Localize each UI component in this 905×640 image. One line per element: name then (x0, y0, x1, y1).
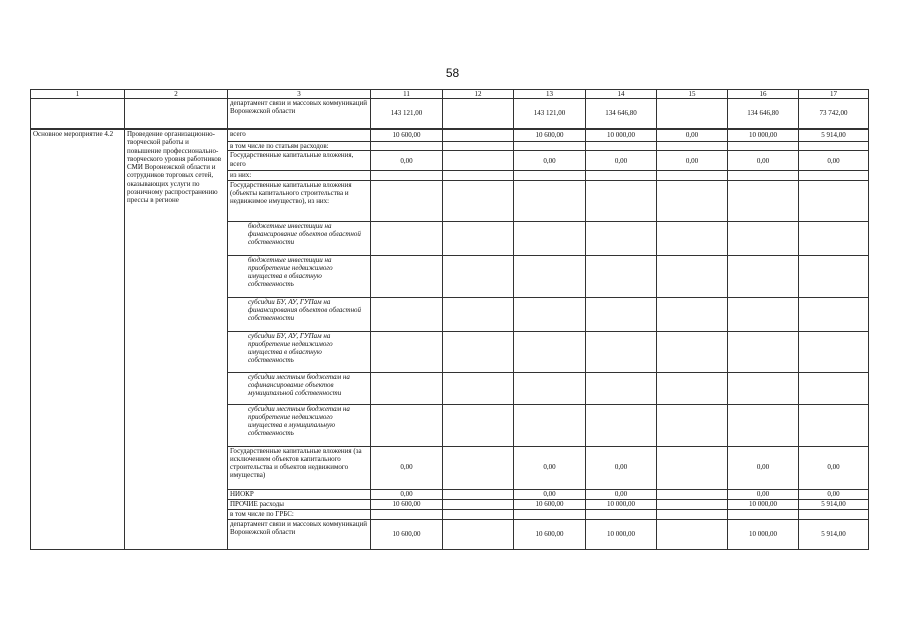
value-cell (514, 142, 586, 151)
value-cell: 10 600,00 (514, 499, 586, 509)
value-cell (728, 372, 799, 404)
value-cell (443, 297, 514, 331)
value-cell (728, 180, 799, 221)
value-cell (657, 499, 728, 509)
value-cell (443, 151, 514, 171)
row-label: бюджетные инвестиции на приобретение недвижимого имущества в областную собственность (228, 255, 371, 297)
header-cell: 12 (443, 90, 514, 99)
row-label: ПРОЧИЕ расходы (228, 499, 371, 509)
table-row (31, 130, 869, 142)
row-label: субсидии местным бюджетам на софинансирование объектов муниципальной собственности (228, 372, 371, 404)
value-cell (657, 221, 728, 255)
row-label: бюджетные инвестиции на финансирование объектов областной собственности (228, 221, 371, 255)
value-cell (371, 372, 443, 404)
value-cell (586, 404, 657, 446)
value-cell: 0,00 (728, 446, 799, 489)
row-label: в том числе по ГРБС: (228, 509, 371, 519)
value-cell: 10 000,00 (586, 130, 657, 142)
value-cell (443, 180, 514, 221)
value-cell: 10 600,00 (371, 519, 443, 549)
value-cell (514, 404, 586, 446)
value-cell: 143 121,00 (514, 99, 586, 129)
value-cell (586, 331, 657, 372)
value-cell (728, 509, 799, 519)
header-cell: 16 (728, 90, 799, 99)
header-cell: 2 (125, 90, 228, 99)
value-cell: 0,00 (799, 151, 869, 171)
value-cell: 10 000,00 (586, 499, 657, 509)
value-cell: 10 000,00 (728, 519, 799, 549)
value-cell (586, 171, 657, 180)
row-label: НИОКР (228, 489, 371, 499)
value-cell (514, 221, 586, 255)
value-cell (657, 180, 728, 221)
value-cell (657, 404, 728, 446)
value-cell (586, 221, 657, 255)
value-cell (657, 255, 728, 297)
value-cell (657, 142, 728, 151)
value-cell (799, 509, 869, 519)
value-cell (443, 489, 514, 499)
row-label: департамент связи и массовых коммуникаций Воронежской области (228, 519, 371, 549)
value-cell (799, 372, 869, 404)
row-label: субсидии БУ, АУ, ГУПам на финансирования объектов областной собственности (228, 297, 371, 331)
value-cell (371, 509, 443, 519)
value-cell (514, 255, 586, 297)
row-label: Государственные капитальные вложения (за исключением объектов капитального строительства и объектов недвижимого имущества) (228, 446, 371, 489)
value-cell (371, 331, 443, 372)
value-cell (514, 297, 586, 331)
value-cell (443, 99, 514, 129)
header-cell: 17 (799, 90, 869, 99)
row-label: в том числе по статьям расходов: (228, 142, 371, 151)
value-cell (586, 180, 657, 221)
value-cell: 10 600,00 (371, 499, 443, 509)
value-cell (799, 331, 869, 372)
value-cell (799, 221, 869, 255)
row-label: департамент связи и массовых коммуникаций Воронежской области (228, 99, 371, 129)
value-cell: 0,00 (586, 489, 657, 499)
header-cell: 11 (371, 90, 443, 99)
value-cell (799, 180, 869, 221)
budget-table (30, 89, 869, 550)
header-cell: 14 (586, 90, 657, 99)
value-cell: 5 914,00 (799, 499, 869, 509)
header-cell: 1 (31, 90, 125, 99)
value-cell: 10 600,00 (514, 519, 586, 549)
value-cell (799, 142, 869, 151)
value-cell (514, 331, 586, 372)
value-cell: 134 646,80 (728, 99, 799, 129)
row-label: субсидии местным бюджетам на приобретение недвижимого имущества в муниципальную собственность (228, 404, 371, 446)
value-cell (657, 171, 728, 180)
value-cell (657, 509, 728, 519)
measure-title: Основное мероприятие 4.2 (31, 130, 125, 550)
value-cell (728, 331, 799, 372)
value-cell: 5 914,00 (799, 519, 869, 549)
value-cell: 0,00 (586, 151, 657, 171)
value-cell: 143 121,00 (371, 99, 443, 129)
row-label: Государственные капитальные вложения (объекты капитального строительства и недвижимое имущество), из них: (228, 180, 371, 221)
value-cell (728, 255, 799, 297)
value-cell (514, 509, 586, 519)
value-cell (657, 519, 728, 549)
value-cell (371, 221, 443, 255)
value-cell (657, 297, 728, 331)
value-cell (657, 372, 728, 404)
value-cell (443, 171, 514, 180)
value-cell: 0,00 (586, 446, 657, 489)
value-cell (799, 171, 869, 180)
value-cell (586, 372, 657, 404)
value-cell: 10 000,00 (728, 499, 799, 509)
value-cell: 10 000,00 (728, 130, 799, 142)
value-cell (657, 99, 728, 129)
value-cell (514, 372, 586, 404)
value-cell (514, 180, 586, 221)
value-cell (443, 372, 514, 404)
value-cell (586, 255, 657, 297)
value-cell (728, 404, 799, 446)
value-cell (371, 404, 443, 446)
value-cell (657, 446, 728, 489)
value-cell (443, 142, 514, 151)
value-cell (586, 509, 657, 519)
value-cell: 0,00 (728, 489, 799, 499)
value-cell: 0,00 (371, 446, 443, 489)
table-row (31, 99, 869, 129)
value-cell (799, 404, 869, 446)
value-cell: 10 600,00 (371, 130, 443, 142)
value-cell: 0,00 (371, 151, 443, 171)
page-number: 58 (445, 66, 460, 80)
value-cell: 73 742,00 (799, 99, 869, 129)
value-cell (586, 297, 657, 331)
header-cell: 3 (228, 90, 371, 99)
value-cell (443, 404, 514, 446)
value-cell (728, 142, 799, 151)
value-cell (443, 130, 514, 142)
value-cell (443, 509, 514, 519)
value-cell (443, 446, 514, 489)
value-cell: 0,00 (799, 489, 869, 499)
measure-description: Проведение организационно-творческой работы и повышение профессионально-творческого уровня работников СМИ Воронежской области и сотрудников торговых сетей, оказывающих услуги по розничному распространению прессы в регионе (125, 130, 228, 550)
header-cell: 13 (514, 90, 586, 99)
value-cell: 0,00 (657, 130, 728, 142)
value-cell (371, 180, 443, 221)
value-cell (799, 255, 869, 297)
row-label: всего (228, 130, 371, 142)
value-cell (371, 142, 443, 151)
value-cell (728, 297, 799, 331)
value-cell: 134 646,80 (586, 99, 657, 129)
value-cell (443, 519, 514, 549)
row-label: из них: (228, 171, 371, 180)
value-cell (728, 171, 799, 180)
value-cell (371, 297, 443, 331)
value-cell (443, 331, 514, 372)
value-cell: 0,00 (799, 446, 869, 489)
row-label: субсидии БУ, АУ, ГУПам на приобретение недвижимого имущества в областную собственность (228, 331, 371, 372)
value-cell (657, 331, 728, 372)
value-cell: 10 000,00 (586, 519, 657, 549)
value-cell: 10 600,00 (514, 130, 586, 142)
value-cell (443, 255, 514, 297)
value-cell (371, 171, 443, 180)
value-cell: 0,00 (371, 489, 443, 499)
value-cell: 0,00 (514, 489, 586, 499)
value-cell: 0,00 (514, 446, 586, 489)
value-cell: 0,00 (728, 151, 799, 171)
value-cell (657, 489, 728, 499)
header-cell: 15 (657, 90, 728, 99)
value-cell (371, 255, 443, 297)
value-cell: 0,00 (657, 151, 728, 171)
value-cell (728, 221, 799, 255)
value-cell (586, 142, 657, 151)
header-row (31, 90, 869, 99)
value-cell (514, 171, 586, 180)
value-cell: 0,00 (514, 151, 586, 171)
value-cell (799, 297, 869, 331)
value-cell (443, 499, 514, 509)
row-label: Государственные капитальные вложения, всего (228, 151, 371, 171)
value-cell (443, 221, 514, 255)
value-cell: 5 914,00 (799, 130, 869, 142)
